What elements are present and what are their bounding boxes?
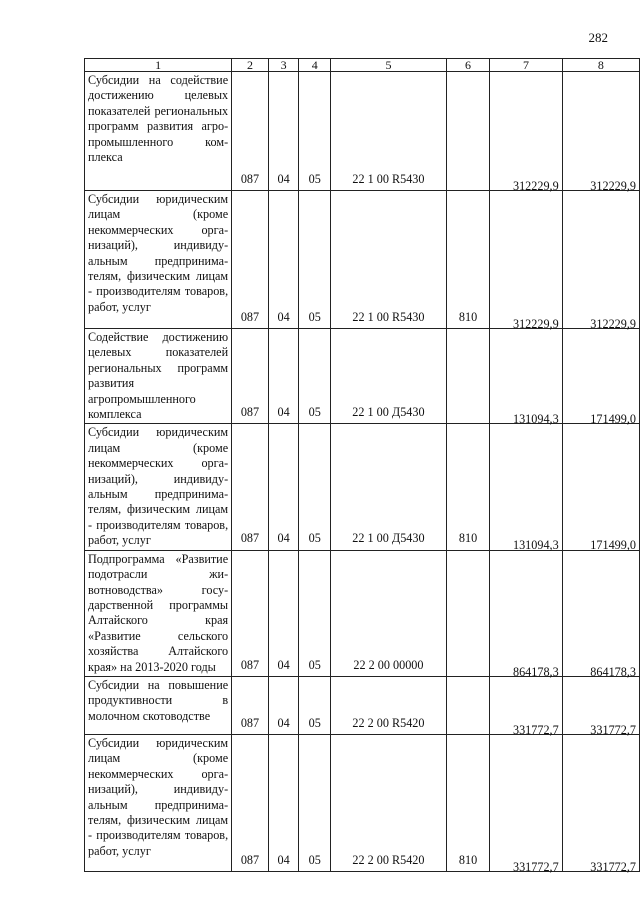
row-description: Субсидии юридическим лицам (кроме некоммерческих организаций), индивидуальным предпринимателям, физическим лицам - производителям товаров, работ, услуг [85,424,232,550]
row-description: Подпрограмма «Развитие подотрасли животноводства» государственной программы Алтайского края «Развитие сельского хозяйства Алтайского края» на 2013-2020 годы [85,550,232,676]
amount-year-2: 312229,9 [590,316,636,331]
column-header: 7 [490,59,562,72]
amount-year-1: 312229,9 [512,178,559,193]
section-code: 04 [277,531,290,546]
table-row [85,424,640,550]
subsection-code: 05 [308,715,321,730]
ministry-code: 087 [240,405,260,420]
subsection-code: 05 [308,657,321,672]
column-header: 6 [446,59,489,72]
ministry-code: 087 [240,309,260,324]
amount-year-2: 864178,3 [590,664,636,679]
target-article-code: 22 1 00 R5430 [352,171,425,186]
table-row [85,734,640,871]
section-code: 04 [277,657,290,672]
subsection-code: 05 [308,531,321,546]
table-row [85,72,640,191]
section-code: 04 [277,309,290,324]
column-header: 2 [232,59,269,72]
subsection-code: 05 [308,405,321,420]
column-header: 3 [268,59,299,72]
budget-table [84,58,640,872]
subsection-code: 05 [308,852,321,867]
column-header: 8 [562,59,639,72]
expense-type-code: 810 [458,309,478,324]
section-code: 04 [277,715,290,730]
section-code: 04 [277,171,290,186]
target-article-code: 22 1 00 R5430 [352,309,425,324]
table-row [85,329,640,424]
page-number: 282 [588,30,608,45]
expense-type-code: 810 [458,531,478,546]
column-header: 4 [299,59,331,72]
amount-year-2: 171499,0 [590,538,636,553]
amount-year-2: 312229,9 [590,178,636,193]
expense-type-code: 810 [458,852,478,867]
target-article-code: 22 2 00 R5420 [352,852,425,867]
row-description: Субсидии юридическим лицам (кроме некоммерческих организаций), индивидуальным предпринимателям, физическим лицам - производителям товаров, работ, услуг [85,191,232,329]
ministry-code: 087 [240,531,260,546]
target-article-code: 22 1 00 Д5430 [352,531,425,546]
target-article-code: 22 2 00 R5420 [352,715,425,730]
row-description: Субсидии на повышение продуктивности в молочном скотоводстве [85,676,232,734]
ministry-code: 087 [240,715,260,730]
row-description: Субсидии юридическим лицам (кроме некоммерческих организаций), индивидуальным предпринимателям, физическим лицам - производителям товаров, работ, услуг [85,734,232,871]
amount-year-1: 864178,3 [512,664,559,679]
target-article-code: 22 1 00 Д5430 [352,405,425,420]
amount-year-2: 171499,0 [590,412,636,427]
amount-year-2: 331772,7 [590,859,636,874]
target-article-code: 22 2 00 00000 [353,657,424,672]
table-row [85,676,640,734]
row-description: Содействие достижению целевых показателей региональных программ развития агропромышленного комплекса [85,329,232,424]
section-code: 04 [277,852,290,867]
section-code: 04 [277,405,290,420]
ministry-code: 087 [240,657,260,672]
subsection-code: 05 [308,171,321,186]
table-header-row [85,59,640,72]
table-row [85,550,640,676]
subsection-code: 05 [308,309,321,324]
amount-year-1: 331772,7 [512,722,559,737]
amount-year-1: 312229,9 [512,316,559,331]
ministry-code: 087 [240,171,260,186]
table-row [85,191,640,329]
amount-year-1: 331772,7 [512,859,559,874]
amount-year-1: 131094,3 [512,538,559,553]
column-header: 1 [85,59,232,72]
ministry-code: 087 [240,852,260,867]
column-header: 5 [331,59,447,72]
amount-year-1: 131094,3 [512,412,559,427]
row-description: Субсидии на содействие достижению целевых показателей региональных программ развития агропромышленного комплекса [85,72,232,191]
amount-year-2: 331772,7 [590,722,636,737]
